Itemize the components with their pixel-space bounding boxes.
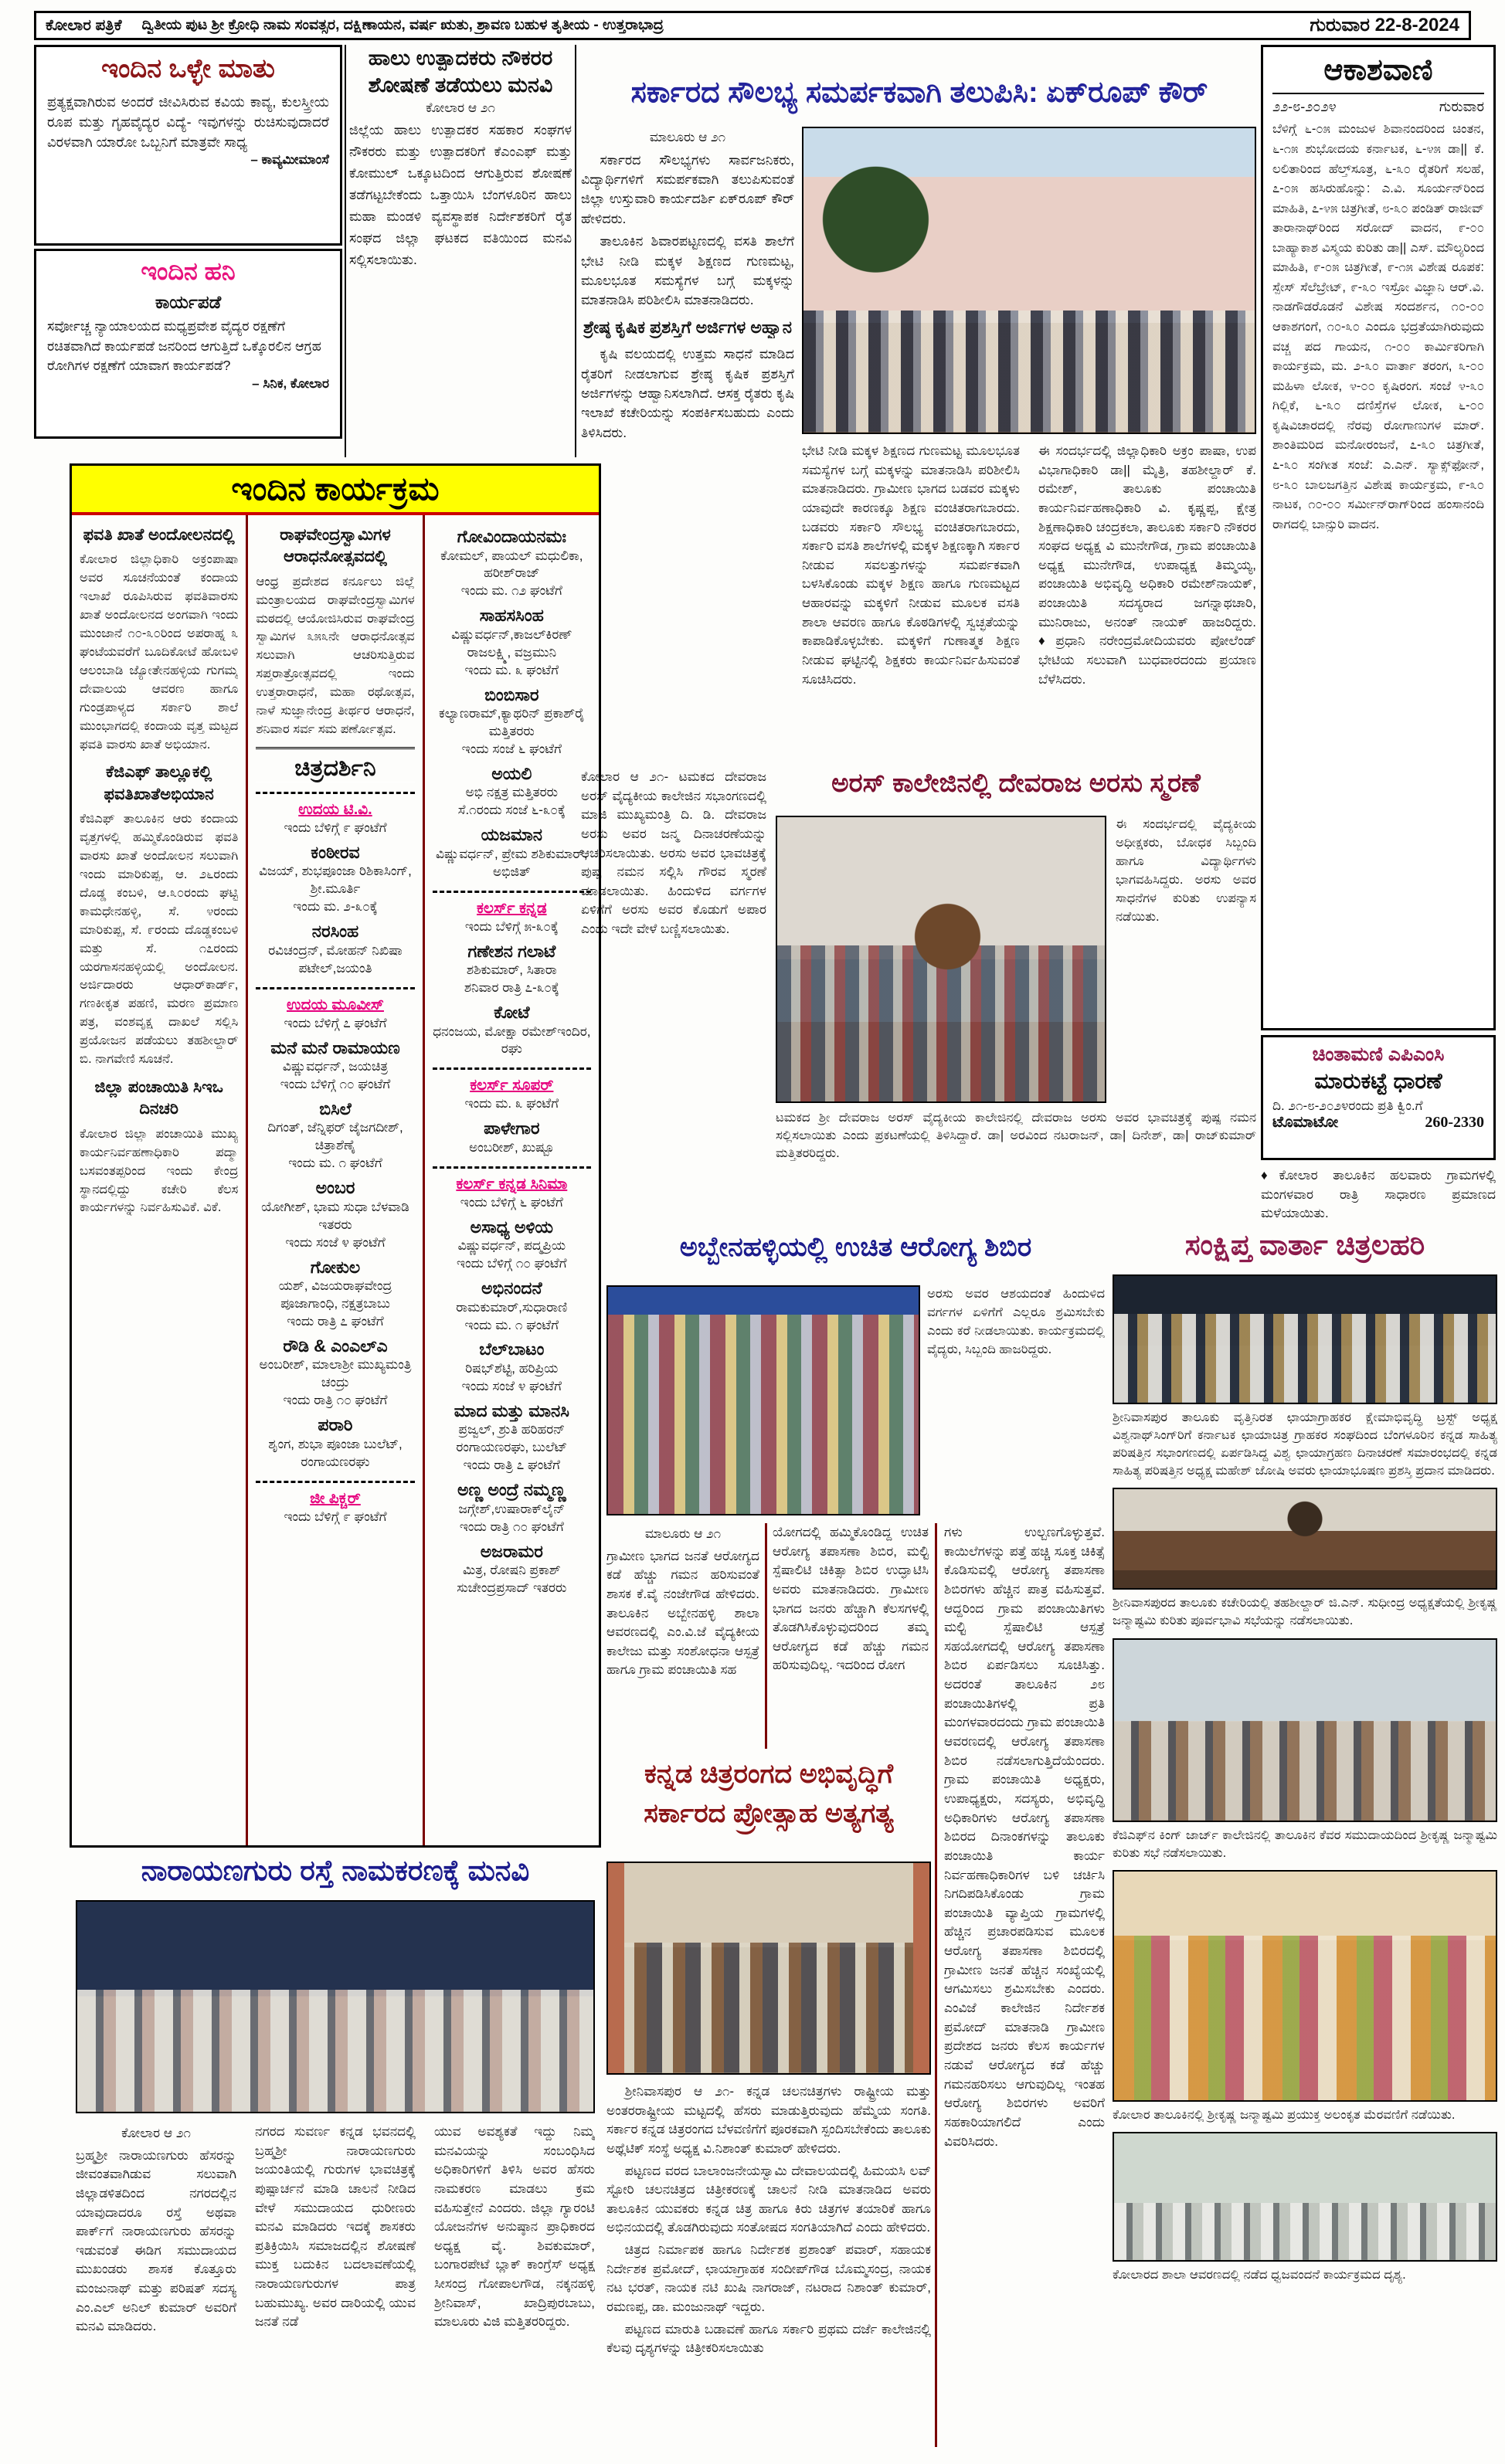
film-cast: ಪ್ರಜ್ವಲ್, ಶ್ರುತಿ ಹರಿಹರನ್ ರಂಗಾಯಣರಘು, ಬುಲೆಟ್: [456, 1422, 568, 1455]
film-shoot-photo: [606, 1862, 931, 2075]
show-time: ಶನಿವಾರ ರಾತ್ರಿ ೭-೩೦ಕ್ಕೆ: [464, 980, 559, 996]
milk-article-headline: ಹಾಲು ಉತ್ಪಾದಕರು ನೌಕರರ ಶೋಷಣೆ ತಡೆಯಲು ಮನವಿ: [368, 46, 553, 97]
film-cast: ಕೋಮಲ್, ಪಾಯಲ್ ಮಧುಲಿಕಾ, ಹರೀಶ್‌ರಾಜ್: [440, 548, 583, 581]
tv-listing-item: [256, 842, 414, 916]
todays-program-box: [70, 463, 601, 1848]
photo-strip-section: [1113, 1227, 1497, 2450]
honey-signature: – ಸಿನಿಕ, ಕೋಲಾರ: [252, 375, 329, 391]
date-line: ಗುರುವಾರ 22-8-2024: [1310, 15, 1459, 36]
show-time: ಇಂದು ಮ. ೧ ಘಂಟೆಗೆ: [464, 1317, 559, 1332]
tv-listing-item: [433, 941, 591, 997]
main-article-para: ಕೃಷಿ ವಲಯದಲ್ಲಿ ಉತ್ತಮ ಸಾಧನೆ ಮಾಡಿದ ರೈತರಿಗೆ ನೀಡಲಾಗುವ ಶ್ರೇಷ್ಠ ಕೃಷಿಕ ಪ್ರಶಸ್ತಿಗೆ ಅರ್ಜಿಗಳನ್ನು ಆಹ್ವಾನಿಸಲಾಗಿದೆ. ಆಸಕ್ತ ರೈತರು ಕೃಷಿ ಇಲಾಖೆ ಕಚೇರಿಯನ್ನು ಸಂಪರ್ಕಿಸಬಹುದು ಎಂದು ತಿಳಿಸಿದರು.: [581, 346, 794, 440]
show-time: ಇಂದು ಬೆಳಿಗ್ಗೆ ೧೦ ಘಂಟೆಗೆ: [280, 1076, 391, 1091]
film-or-channel-title: ಅಭಿನಂದನೆ: [481, 1278, 542, 1298]
raghavendra-article-head: ರಾಘವೇಂದ್ರಸ್ವಾಮಿಗಳ ಆರಾಧನೋತ್ಸವದಲ್ಲಿ: [280, 526, 391, 566]
tv-listing-item: [433, 1217, 591, 1273]
film-cast: ವಿಜಯ್, ಶುಭಪೂಂಜಾ ರಿಶಿಕಾಸಿಂಗ್, ಶ್ರೀ.ಮೂರ್ತಿ: [259, 864, 412, 897]
narayanaguru-column-3: ಯುವ ಅವಶ್ಯಕತೆ ಇದ್ದು ನಿಮ್ಮ ಮನವಿಯನ್ನು ಸಂಬಂಧಿಸಿದ ಅಧಿಕಾರಿಗಳಿಗೆ ತಿಳಿಸಿ ಅವರ ಹೆಸರು ನಾಮಕರಣ ಮಾಡಲು ಕ್ರಮ ವಹಿಸುತ್ತೇನೆ ಎಂದರು. ಜಿಲ್ಲಾ ಗ್ಯಾರಂಟಿ ಯೋಜನೆಗಳ ಅನುಷ್ಠಾನ ಪ್ರಾಧಿಕಾರದ ಅಧ್ಯಕ್ಷ ವೈ. ಶಿವಕುಮಾರ್, ಬಂಗಾರಪೇಟೆ ಬ್ಲಾಕ್ ಕಾಂಗ್ರೆಸ್ ಅಧ್ಯಕ್ಷ ಸೀಸಂದ್ರ ಗೋಪಾಲಗೌಡ, ನಕ್ಕನಹಳ್ಳಿ ಶ್ರೀನಿವಾಸ್, ಖಾದ್ರಿಪುರಬಾಬು, ಮಾಲೂರು ವಿಜಿ ಮತ್ತಿತರರಿದ್ದರು.: [434, 2124, 595, 2330]
photo-strip-item: [1113, 1488, 1497, 1630]
film-cast: ರವಿಚಂದ್ರನ್, ಮೋಹನ್ ನಿಖಿಷಾ ಪಟೇಲ್,ಜಯಂತಿ: [268, 942, 403, 976]
news-photo: [1113, 1870, 1497, 2102]
program-banner-title: ಇಂದಿನ ಕಾರ್ಯಕ್ರಮ: [231, 470, 440, 507]
good-words-signature: – ಕಾವ್ಯಮೀಮಾಂಸೆ: [250, 152, 329, 168]
program-section-head: ಜಿಲ್ಲಾ ಪಂಚಾಯಿತಿ ಸಿಇಒ ದಿನಚರಿ: [94, 1078, 223, 1118]
narayanaguru-col1-text: ಬ್ರಹ್ಮಶ್ರೀ ನಾರಾಯಣಗುರು ಹೆಸರನ್ನು ಜೀವಂತವಾಗಿಡುವ ಸಲುವಾಗಿ ಜಿಲ್ಲಾಡಳಿತದಿಂದ ನಗರದಲ್ಲಿನ ಯಾವುದಾದರೂ ರಸ್ತೆ ಅಥವಾ ಪಾರ್ಕ್‌ಗೆ ನಾರಾಯಣಗುರು ಹೆಸರನ್ನು ಇಡುವಂತೆ ಈಡಿಗ ಸಮುದಾಯದ ಮುಖಂಡರು ಶಾಸಕ ಕೊತ್ತೂರು ಮಂಜುನಾಥ್ ಮತ್ತು ಪರಿಷತ್ ಸದಸ್ಯ ಎಂ.ಎಲ್ ಅನಿಲ್ ಕುಮಾರ್ ಅವರಿಗೆ ಮನವಿ ಮಾಡಿದರು.: [76, 2147, 236, 2334]
tv-listing-item: [256, 1336, 414, 1410]
film-or-channel-title: ಅಜರಾಮರ: [480, 1541, 543, 1561]
show-time: ಇಂದು ಬೆಳಿಗ್ಗೆ ೯ ಘಂಟೆಗೆ: [284, 1509, 387, 1524]
film-cast: ವಿಷ್ಣುವರ್ಧನ್,ಕಾಜಲ್‌ಕಿರಣ್ ರಾಜಲಕ್ಷ್ಮಿ, ವಜ್ರಮುನಿ: [451, 626, 572, 660]
photo-strip-item: [1113, 1870, 1497, 2124]
program-section: [80, 762, 238, 1069]
film-or-channel-title: ಕಲರ್ಸ್ ಸೂಪರ್: [470, 1077, 554, 1095]
film-cast: ಅಭಿ ನಕ್ಷತ್ರ ಮತ್ತಿತರರು: [465, 785, 559, 800]
tv-listing-item: [256, 1414, 414, 1471]
masthead: [34, 11, 1471, 40]
program-section-body: ಕೆಜಿಎಫ್ ತಾಲೂಕಿನ ಆರು ಕಂದಾಯ ವೃತ್ತಗಳಲ್ಲಿ ಹಮ್ಮಿಕೊಂಡಿರುವ ಫವತಿ ವಾರಸು ಖಾತೆ ಅಂದೋಲನ ಸಲುವಾಗಿ ಇಂದು ಮಾರಿಕುಪ್ಪ, ಆ. ೨೬ರಂದು ದೊಡ್ಡ ಕಂಬಳಿ, ಆ.೩೦ರಂದು ಘಟ್ಟಿ ಕಾಮಧೇನಹಳ್ಳಿ, ಸೆ. ೪ರಂದು ಮಾರಿಕುಪ್ಪ, ಸೆ. ೯ರಂದು ದೊಡ್ಡಕಂಬಳಿ ಮತ್ತು ಸೆ. ೧೭ರಂದು ಯರಗಾಸನಹಳ್ಳಿಯಲ್ಲಿ ಅಂದೋಲನ. ಅರ್ಜಿದಾರರು ಆಧಾರ್‌ಕಾರ್ಡ್, ಗಣಕೀಕೃತ ಪಹಣಿ, ಮರಣ ಪ್ರಮಾಣ ಪತ್ರ, ವಂಶವೃಕ್ಷ ದಾಖಲೆ ಸಲ್ಲಿಸಿ ಪ್ರಯೋಜನ ಪಡೆಯಲು ತಹಶೀಲ್ದಾರ್ ಬಿ. ನಾಗವೇಣಿ ಸೂಚನೆ.: [80, 812, 239, 1067]
health-camp-dateline: ಮಾಲೂರು ಆ ೨೧: [644, 1526, 722, 1541]
tv-listing-item: [433, 1002, 591, 1058]
main-article-column-a: ಭೇಟಿ ನೀಡಿ ಮಕ್ಕಳ ಶಿಕ್ಷಣದ ಗುಣಮಟ್ಟ ಮೂಲಭೂತ ಸಮಸ್ಯೆಗಳ ಬಗ್ಗೆ ಮಕ್ಕಳನ್ನು ಮಾತನಾಡಿಸಿ ಪರಿಶೀಲಿಸಿ ಮಾತನಾಡಿದರು. ಗ್ರಾಮೀಣ ಭಾಗದ ಬಡವರ ಮಕ್ಕಳು ಯಾವುದೇ ಕಾರಣಕ್ಕೂ ಶಿಕ್ಷಣ ವಂಚಿತರಾಗಬಾರದು. ಬಡವರು ಸರ್ಕಾರಿ ಸೌಲಭ್ಯ ವಂಚಿತರಾಗಬಾರದು, ಸರ್ಕಾರಿ ವಸತಿ ಶಾಲೆಗಳಲ್ಲಿ ಮಕ್ಕಳ ಶಿಕ್ಷಣಕ್ಕಾಗಿ ಸರ್ಕಾರ ನೀಡುವ ಸವಲತ್ತುಗಳನ್ನು ಸಮರ್ಪಕವಾಗಿ ಬಳಸಿಕೊಂಡು ಮಕ್ಕಳ ಶಿಕ್ಷಣ ಹಾಗೂ ಗುಣಮಟ್ಟದ ಆಹಾರವನ್ನು ಮಕ್ಕಳಿಗೆ ನೀಡುವ ಮೂಲಕ ವಸತಿ ಶಾಲಾ ಆವರಣ ಹಾಗೂ ಕೊಠಡಿಗಳಲ್ಲಿ ಸ್ವಚ್ಛತೆಯನ್ನು ಕಾಪಾಡಿಕೊಳ್ಳಬೇಕು. ಮಕ್ಕಳಿಗೆ ಗುಣಾತ್ಮಕ ಶಿಕ್ಷಣ ನೀಡುವ ಘಟ್ಟಿನಲ್ಲಿ ಶಿಕ್ಷಕರು ಕಾರ್ಯನಿರ್ವಹಿಸುವಂತೆ ಸೂಚಿಸಿದರು.: [802, 443, 1020, 687]
film-or-channel-title: ಗಣೇಶನ ಗಲಾಟೆ: [467, 941, 556, 961]
show-time: ಇಂದು ಸಂಜೆ ೬ ಘಂಟೆಗೆ: [461, 742, 562, 756]
main-article-subhead: ಶ್ರೇಷ್ಠ ಕೃಷಿಕ ಪ್ರಶಸ್ತಿಗೆ ಅರ್ಜಿಗಳ ಅಹ್ವಾನ: [583, 317, 792, 337]
show-time: ಇಂದು ರಾತ್ರಿ ೭ ಘಂಟೆಗೆ: [287, 1313, 384, 1329]
news-photo-caption: ಕೋಲಾರದ ಶಾಲಾ ಆವರಣದಲ್ಲಿ ನಡೆದ ಧ್ವಜವಂದನೆ ಕಾರ್ಯಕ್ರಮದ ದೃಶ್ಯ.: [1113, 2267, 1406, 2282]
main-article-para: ತಾಲೂಕಿನ ಶಿವಾರಪಟ್ಟಣದಲ್ಲಿ ವಸತಿ ಶಾಲೆಗೆ ಭೇಟಿ ನೀಡಿ ಮಕ್ಕಳ ಶಿಕ್ಷಣದ ಗುಣಮಟ್ಟ, ಮೂಲಭೂತ ಸಮಸ್ಯೆಗಳ ಬಗ್ಗೆ ಮಕ್ಕಳನ್ನು ಮಾತನಾಡಿಸಿ ಪರಿಶೀಲಿಸಿ ಮಾತನಾಡಿದರು.: [581, 233, 794, 308]
tv-listing-item: [433, 891, 591, 936]
news-photo-caption: ಕೋಲಾರ ತಾಲೂಕಿನಲ್ಲಿ ಶ್ರೀಕೃಷ್ಣ ಜನ್ಮಾಷ್ಟಮಿ ಪ್ರಯುಕ್ತ ಅಲಂಕೃತ ಮೆರವಣಿಗೆ ನಡೆಯಿತು.: [1113, 2107, 1456, 2122]
main-article-headline: ಸರ್ಕಾರದ ಸೌಲಭ್ಯ ಸಮರ್ಪಕವಾಗಿ ತಲುಪಿಸಿ: ಏಕ್‌ರೂಪ್ ಕೌರ್: [630, 76, 1208, 109]
program-column-3: [423, 515, 599, 1845]
apmc-title-line1: ಚಿಂತಾಮಣಿ ಎಪಿಎಂಸಿ: [1312, 1044, 1445, 1065]
paper-name: ಕೋಲಾರ ಪತ್ರಿಕೆ: [46, 16, 122, 34]
narayanaguru-column-1: [76, 2123, 236, 2452]
akashvani-schedule: ಬೆಳಿಗ್ಗೆ ೬-೦೫ ಮಂಜುಳ ಶಿವಾನಂದರಿಂದ ಚಿಂತನ, ೬-೧೫ ಶುಭೋದಯ ಕರ್ನಾಟಕ, ೬-೪೫ ಡಾ|| ಕೆ. ಲಲಿತಾರಿಂದ ಹೆಲ್ತ್‌ಸೂತ್ರ, ೬-೩೦ ರೈತರಿಗೆ ಸಲಹೆ, ೭-೦೫ ಹಸಿರುಹೊನ್ನು: ಎ.ವಿ. ಸೂರ್ಯನ್‌ರಿಂದ ಮಾಹಿತಿ, ೭-೪೫ ಚಿತ್ರಗೀತೆ, ೮-೩೦ ಪಂಡಿತ್ ರಾಜೀವ್ ತಾರಾನಾಥ್‌ರಿಂದ ಸರೋದ್ ವಾದನ, ೯-೦೦ ಬಾಹ್ಯಾಕಾಶ ವಿಸ್ಮಯ ಕುರಿತು ಡಾ|| ಎಸ್. ಮೌಲ್ಯರಿಂದ ಮಾಹಿತಿ, ೯-೦೫ ಚಿತ್ರಗೀತೆ, ೯-೧೫ ವಿಶೇಷ ರೂಪಕ: ಸ್ಪೇಸ್ ಸೆಲೆಬ್ರೇಟ್, ೯-೩೦ ಇಸ್ರೋ ವಿಜ್ಞಾನಿ ಆರ್.ವಿ. ನಾಡಗೌಡರೊಡನೆ ವಿಶೇಷ ಸಂದರ್ಶನ, ೧೦-೦೦ ಆಕಾಶಗಂಗೆ, ೧೦-೩೦ ಎಂದೂ ಭದ್ರತೆಯಾಗಿರುವುದು ವಚ್ಚ ಪದ ಗಾಯನ, ೧-೦೦ ಕಾರ್ಮಿಕರಿಗಾಗಿ ಕಾರ್ಯಕ್ರಮ, ಮ. ೨-೩೦ ವಾರ್ತಾ ತರಂಗ, ೩-೦೦ ಮಹಿಳಾ ಲೋಕ, ೪-೦೦ ಕೃಷಿರಂಗ. ಸಂಜೆ ೪-೩೦ ಗಿಲ್ಲಿಕೆ, ೬-೩೦ ದಣಿಸ್ತೆಗಳ ಲೋಕ, ೬-೦೦ ಕೃಷಿವಿಚಾರದಲ್ಲಿ ನೆರವು ರೋಗಾಣುಗಳ ಮಾರ್. ಶಾಂತಿಮರಿದ ಮನೋರಂಜನೆ, ೭-೩೦ ಚಿತ್ರಗೀತೆ, ೭-೩೦ ಸಂಗೀತ ಸಂಜೆ: ಎ.ಎನ್. ಸ್ಯಾಕ್ಸ್‌ಫೋನ್, ೮-೩೦ ಬಾಲಜಗತ್ತಿನ ವಿಶೇಷ ಕಾರ್ಯಕ್ರಮ, ೯-೩೦ ನಾಟಕ, ೧೦-೦೦ ಸರ್ಮೀನ್‌ರಾಗ್‌ರಿಂದ ಹಂಸಾನಂದಿ ರಾಗದಲ್ಲಿ ಬಾನ್ಸುರಿ ವಾದನ.: [1272, 122, 1484, 531]
aras-photo-caption: ಟಮಕದ ಶ್ರೀ ದೇವರಾಜ ಅರಸ್ ವೈದ್ಯಕೀಯ ಕಾಲೇಜಿನಲ್ಲಿ ದೇವರಾಜ ಅರಸು ಅವರ ಭಾವಚಿತ್ರಕ್ಕೆ ಪುಷ್ಪ ನಮನ ಸಲ್ಲಿಸಲಾಯಿತು ಎಂದು ಪ್ರಕಟಣೆಯಲ್ಲಿ ತಿಳಿಸಿದ್ದಾರೆ. ಡಾ| ಅರವಿಂದ ನಟರಾಜನ್, ಡಾ| ದಿನೇಶ್, ಡಾ| ರಾಜ್‌ಕುಮಾರ್ ಮತ್ತಿತರರಿದ್ದರು.: [776, 1111, 1256, 1161]
film-industry-body: [606, 2082, 931, 2452]
main-article-left-column: [581, 127, 794, 762]
film-industry-para: ಪಟ್ಟಣದ ವರದ ಬಾಲಾಂಜನೇಯಸ್ವಾಮಿ ದೇವಾಲಯದಲ್ಲಿ ಹಿಮಯಸಿ ಲವ್ ಸ್ಟೋರಿ ಚಲನಚಿತ್ರದ ಚಿತ್ರೀಕರಣಕ್ಕೆ ಚಾಲನೆ ನೀಡಿ ಮಾತನಾಡಿದ ಅವರು ತಾಲೂಕಿನ ಯುವಕರು ಕನ್ನಡ ಚಿತ್ರ ಹಾಗೂ ಕಿರು ಚಿತ್ರಗಳ ತಯಾರಿಕೆ ಹಾಗೂ ಅಭಿನಯದಲ್ಲಿ ತೊಡಗಿರುವುದು ಸಂತೋಷದ ಸಂಗತಿಯಾಗಿದೆ ಎಂದು ಹೇಳಿದರು.: [606, 2163, 931, 2235]
film-cast: ಶೃಂಗ, ಶುಭಾ ಪೂಂಜಾ ಬುಲೆಟ್, ರಂಗಾಯಣರಘು: [268, 1436, 403, 1469]
film-industry-para: ಶ್ರೀನಿವಾಸಪುರ ಆ ೨೧- ಕನ್ನಡ ಚಲನಚಿತ್ರಗಳು ರಾಷ್ಟ್ರೀಯ ಮತ್ತು ಅಂತರರಾಷ್ಟ್ರೀಯ ಮಟ್ಟದಲ್ಲಿ ಹೆಸರು ಮಾಡುತ್ತಿರುವುದು ಹೆಮ್ಮೆಯ ಸಂಗತಿ. ಸರ್ಕಾರ ಕನ್ನಡ ಚಿತ್ರರಂಗದ ಬೆಳವಣಿಗೆಗೆ ಪೂರಕವಾಗಿ ಸ್ಪಂದಿಸಬೇಕೆಂದು ತಾಲೂಕು ಅಥ್ಲೆಟಿಕ್ ಸಂಸ್ಥೆ ಅಧ್ಯಕ್ಷ ವಿ.ನಿಶಾಂತ್ ಕುಮಾರ್ ಹೇಳಿದರು.: [606, 2084, 931, 2156]
film-or-channel-title: ಜೀ ಪಿಕ್ಚರ್: [310, 1489, 361, 1507]
film-industry-para: ಪಟ್ಟಣದ ಮಾರುತಿ ಬಡಾವಣೆ ಹಾಗೂ ಸರ್ಕಾರಿ ಪ್ರಥಮ ದರ್ಜೆ ಕಾಲೇಜಿನಲ್ಲಿ ಕೆಲವು ದೃಶ್ಯಗಳನ್ನು ಚಿತ್ರೀಕರಿಸಲಾಯಿತು: [606, 2321, 931, 2356]
film-industry-para: ಚಿತ್ರದ ನಿರ್ಮಾಪಕ ಹಾಗೂ ನಿರ್ದೇಶಕ ಪ್ರಶಾಂತ್ ಪವಾರ್, ಸಹಾಯಕ ನಿರ್ದೇಶಕ ಪ್ರಮೋದ್, ಛಾಯಾಗ್ರಾಹಕ ಸಂದೀಪ್‌ಗೌಡ ಬೊಮ್ಮಸಂದ್ರ, ನಾಯಕ ನಟ ಭರತ್, ನಾಯಕ ನಟಿ ಖುಷಿ ನಾಗರಾಜ್, ನಟರಾದ ನಿಶಾಂತ್ ಕುಮಾರ್, ರಮಣಪ್ಪ, ಡಾ. ಮಂಜುನಾಥ್ ಇದ್ದರು.: [606, 2242, 931, 2315]
film-or-channel-title: ಬಿಂಬಿಸಾರ: [484, 684, 539, 704]
show-time: ಇಂದು ಬೆಳಿಗ್ಗೆ ೬ ಘಂಟೆಗೆ: [460, 1194, 563, 1210]
narayanaguru-dateline: ಕೋಲಾರ ಆ ೨೧: [121, 2126, 191, 2140]
tv-listing-item: [433, 1166, 591, 1212]
tv-listing-item: [256, 1257, 414, 1331]
akashvani-date-row: [1272, 99, 1484, 115]
show-time: ಇಂದು ಮ. ೧ ಘಂಟೆಗೆ: [288, 1156, 382, 1171]
photo-strip-title: ಸಂಕ್ಷಿಪ್ತ ವಾರ್ತಾ ಚಿತ್ರಲಹರಿ: [1184, 1229, 1425, 1261]
film-cast: ಶಶಿಕುಮಾರ್, ಸಿತಾರಾ: [466, 962, 557, 978]
film-cast: ಅಂಬರೀಶ್, ಖುಷ್ಬೂ: [469, 1139, 555, 1155]
aras-article-photo: [776, 816, 1106, 1103]
film-cast: ವಿಷ್ಣುವರ್ಧನ್, ಪ್ರೇಮ ಶಶಿಕುಮಾರ್, ಅಭಿಜಿತ್: [436, 846, 588, 879]
news-photo-caption: ಕೆಜಿಎಫ್‌ನ ಕಿಂಗ್ ಜಾರ್ಜ್ ಕಾಲೇಜಿನಲ್ಲಿ ತಾಲೂಕಿನ ಕೆವರ ಸಮುದಾಯದಿಂದ ಶ್ರೀಕೃಷ್ಣ ಜನ್ಮಾಷ್ಟಮಿ ಕುರಿತು ಸಭೆ ನಡೆಸಲಾಯಿತು.: [1113, 1828, 1497, 1860]
film-or-channel-title: ಬೆಲ್‌ಬಾಟಂ: [479, 1339, 545, 1359]
tv-listing-item: [433, 1479, 591, 1536]
health-camp-column-3: ಗಳು ಉಲ್ಬಣಗೊಳ್ಳುತ್ತವೆ. ಕಾಯಿಲೆಗಳನ್ನು ಪತ್ತೆ ಹಚ್ಚಿ ಸೂಕ್ತ ಚಿಕಿತ್ಸೆ ಕೊಡಿಸುವಲ್ಲಿ ಆರೋಗ್ಯ ತಪಾಸಣಾ ಶಿಬಿರಗಳು ಹೆಚ್ಚಿನ ಪಾತ್ರ ವಹಿಸುತ್ತವೆ. ಆದ್ದರಿಂದ ಗ್ರಾಮ ಪಂಚಾಯಿತಿಗಳು ಮಲ್ಟಿ ಸ್ಪೆಷಾಲಿಟಿ ಆಸ್ಪತ್ರೆ ಸಹಯೋಗದಲ್ಲಿ ಆರೋಗ್ಯ ತಪಾಸಣಾ ಶಿಬಿರ ಏರ್ಪಡಿಸಲು ಸೂಚಿಸಿತ್ತು. ಅದರಂತೆ ತಾಲೂಕಿನ ೨೮ ಪಂಚಾಯಿತಿಗಳಲ್ಲಿ ಪ್ರತಿ ಮಂಗಳವಾರದಂದು ಗ್ರಾಮ ಪಂಚಾಯಿತಿ ಆವರಣದಲ್ಲಿ ಆರೋಗ್ಯ ತಪಾಸಣಾ ಶಿಬಿರ ನಡೆಸಲಾಗುತ್ತಿದೆಯೆಂದರು. ಗ್ರಾಮ ಪಂಚಾಯಿತಿ ಅಧ್ಯಕ್ಷರು, ಉಪಾಧ್ಯಕ್ಷರು, ಸದಸ್ಯರು, ಅಭಿವೃದ್ಧಿ ಅಧಿಕಾರಿಗಳು ಆರೋಗ್ಯ ತಪಾಸಣಾ ಶಿಬಿರದ ದಿನಾಂಕಗಳನ್ನು ತಾಲೂಕು ಪಂಚಾಯಿತಿ ಕಾರ್ಯ ನಿರ್ವಹಣಾಧಿಕಾರಿಗಳ ಬಳಿ ಚರ್ಚಿಸಿ ನಿಗದಿಪಡಿಸಿಕೊಂಡು ಗ್ರಾಮ ಪಂಚಾಯಿತಿ ವ್ಯಾಪ್ತಿಯ ಗ್ರಾಮಗಳಲ್ಲಿ ಹೆಚ್ಚಿನ ಪ್ರಚಾರಪಡಿಸುವ ಮೂಲಕ ಆರೋಗ್ಯ ತಪಾಸಣಾ ಶಿಬಿರದಲ್ಲಿ ಗ್ರಾಮೀಣ ಜನತೆ ಹೆಚ್ಚಿನ ಸಂಖ್ಯೆಯಲ್ಲಿ ಆಗಮಿಸಲು ಶ್ರಮಿಸಬೇಕು ಎಂದರು. ಎಂವಿಜೆ ಕಾಲೇಜಿನ ನಿರ್ದೇಶಕ ಪ್ರಮೋದ್ ಮಾತನಾಡಿ ಗ್ರಾಮೀಣ ಪ್ರದೇಶದ ಜನರು ಕೆಲಸ ಕಾರ್ಯಗಳ ನಡುವೆ ಆರೋಗ್ಯದ ಕಡೆ ಹೆಚ್ಚು ಗಮನಹರಿಸಲು ಆಗುವುದಿಲ್ಲ ಇಂತಹ ಆರೋಗ್ಯ ಶಿಬಿರಗಳು ಅವರಿಗೆ ಸಹಕಾರಿಯಾಗಲಿದೆ ಎಂದು ವಿವರಿಸಿದರು.: [944, 1525, 1105, 2149]
health-camp-headline: ಅಬ್ಬೇನಹಳ್ಳಿಯಲ್ಲಿ ಉಚಿತ ಆರೋಗ್ಯ ಶಿಬಿರ: [679, 1232, 1032, 1262]
film-or-channel-title: ಅಸಾಧ್ಯ ಅಳಿಯ: [470, 1217, 553, 1237]
film-or-channel-title: ಉದಯ ಟಿ.ವಿ.: [298, 800, 372, 818]
narayanaguru-column-2: ನಗರದ ಸುವರ್ಣ ಕನ್ನಡ ಭವನದಲ್ಲಿ ಬ್ರಹ್ಮಶ್ರೀ ನಾರಾಯಣಗುರು ಜಯಂತಿಯಲ್ಲಿ ಗುರುಗಳ ಭಾವಚಿತ್ರಕ್ಕೆ ಪುಷ್ಪಾರ್ಚನೆ ಮಾಡಿ ಚಾಲನೆ ನೀಡಿದ ವೇಳೆ ಸಮುದಾಯದ ಧುರೀಣರು ಮನವಿ ಮಾಡಿದರು ಇದಕ್ಕೆ ಶಾಸಕರು ಪ್ರತಿಕ್ರಿಯಿಸಿ ಸಮಾಜದಲ್ಲಿನ ಶೋಷಣೆ ಮುಕ್ತ ಬದುಕಿನ ಬದಲಾವಣೆಯಲ್ಲಿ ನಾರಾಯಣಗುರುಗಳ ಪಾತ್ರ ಬಹುಮುಖ್ಯ. ಅವರ ದಾರಿಯಲ್ಲಿ ಯುವ ಜನತೆ ನಡೆ: [255, 2124, 416, 2330]
tv-listing-item: [256, 1098, 414, 1173]
akashvani-date: ೨೨-೮-೨೦೨೪: [1272, 99, 1337, 115]
health-camp-column-1: [606, 1523, 759, 1749]
program-section-head: ಫವತಿ ಖಾತೆ ಅಂದೋಲನದಲ್ಲಿ: [83, 526, 235, 544]
film-or-channel-title: ಉದಯ ಮೂವೀಸ್: [287, 996, 384, 1013]
tv-listing-item: [433, 1067, 591, 1113]
milk-article-body: ಜಿಲ್ಲೆಯ ಹಾಲು ಉತ್ಪಾದಕರ ಸಹಕಾರ ಸಂಘಗಳ ನೌಕರರು ಮತ್ತು ಉತ್ಪಾದಕರಿಗೆ ಕೆಎಂಎಫ್ ಮತ್ತು ಕೋಮುಲ್ ಒಕ್ಕೂಟದಿಂದ ಆಗುತ್ತಿರುವ ಶೋಷಣೆ ತಡೆಗಟ್ಟಬೇಕೆಂದು ಒತ್ತಾಯಿಸಿ ಬೆಂಗಳೂರಿನ ಹಾಲು ಮಹಾ ಮಂಡಳಿ ವ್ಯವಸ್ಥಾಪಕ ನಿರ್ದೇಶಕರಿಗೆ ರೈತ ಸಂಘದ ಜಿಲ್ಲಾ ಘಟಕದ ವತಿಯಿಂದ ಮನವಿ ಸಲ್ಲಿಸಲಾಯಿತು.: [349, 122, 572, 268]
rain-news-note: ♦ಕೋಲಾರ ತಾಲೂಕಿನ ಹಲವಾರು ಗ್ರಾಮಗಳಲ್ಲಿ ಮಂಗಳವಾರ ರಾತ್ರಿ ಸಾಧಾರಣ ಪ್ರಮಾಣದ ಮಳೆಯಾಯಿತು.: [1261, 1168, 1496, 1221]
narayanaguru-photo: [76, 1900, 595, 2113]
film-or-channel-title: ಮನೆ ಮನೆ ರಾಮಾಯಣ: [270, 1037, 400, 1057]
program-section-body: ಕೋಲಾರ ಜಿಲ್ಲಾಧಿಕಾರಿ ಅಕ್ರಂಪಾಷಾ ಅವರ ಸೂಚನೆಯಂತೆ ಕಂದಾಯ ಇಲಾಖೆ ರೂಪಿಸಿರುವ ಫವತಿವಾರಸು ಖಾತೆ ಅಂದೋಲನದ ಅಂಗವಾಗಿ ಇಂದು ಮುಂಜಾನೆ ೧೦-೩೦ರಿಂದ ಅಪರಾಹ್ನ ೩ ಘಂಟೆಯವರೆಗೆ ಬೂದಿಕೋಟೆ ಹೋಬಳಿ ಆಲಂಬಾಡಿ ಜ್ಯೋತೇನಹಳ್ಳಿಯ ಗುಗಮ್ಮ ದೇವಾಲಯ ಆವರಣ ಹಾಗೂ ಗುಂಡ್ರಪಾಳ್ಯದ ಸರ್ಕಾರಿ ಶಾಲೆ ಮುಂಭಾಗದಲ್ಲಿ ಕಂದಾಯ ವೃತ್ತ ಮಟ್ಟದ ಫವತಿ ವಾರಸು ಖಾತೆ ಅಭಿಯಾನ.: [80, 552, 239, 752]
chitradarshini-title: ಚಿತ್ರದರ್ಶಿನಿ: [256, 747, 414, 782]
tv-listing-column: [256, 792, 414, 1526]
film-industry-headline: ಕನ್ನಡ ಚಿತ್ರರಂಗದ ಅಭಿವೃದ್ಧಿಗೆ ಸರ್ಕಾರದ ಪ್ರೋತ್ಸಾಹ ಅತ್ಯಗತ್ಯ: [644, 1759, 894, 1828]
film-cast: ಅಂಬರೀಶ್, ಮಾಲಾಶ್ರೀ ಮುಖ್ಯಮಂತ್ರಿ ಚಂದ್ರು: [259, 1357, 412, 1390]
program-column-2: [246, 515, 422, 1845]
akashvani-day: ಗುರುವಾರ: [1439, 99, 1484, 115]
film-or-channel-title: ಸಾಹಸಸಿಂಹ: [479, 606, 544, 626]
honey-subtitle: ಕಾರ್ಯಪಡೆ: [155, 291, 222, 312]
tv-listing-item: [433, 763, 591, 820]
tv-listing-item: [256, 921, 414, 977]
show-time: ಇಂದು ಬೆಳಿಗ್ಗೆ ೯ ಘಂಟೆಗೆ: [284, 820, 387, 835]
tv-listing-item: [433, 605, 591, 679]
column-rule: [935, 1523, 937, 2447]
film-cast: ಜಗ್ಗೇಶ್,ಉಷಾರಾಕ್‌ಲೈನ್: [458, 1501, 566, 1516]
column-rule: [765, 1523, 767, 1749]
tv-listing-item: [433, 1118, 591, 1156]
health-camp-col1-text: ಗ್ರಾಮೀಣ ಭಾಗದ ಜನತೆ ಆರೋಗ್ಯದ ಕಡೆ ಹೆಚ್ಚು ಗಮನ ಹರಿಸುವಂತೆ ಶಾಸಕ ಕೆ.ವೈ ನಂಜೇಗೌಡ ಹೇಳಿದರು. ತಾಲೂಕಿನ ಅಬ್ಬೇನಹಳ್ಳಿ ಶಾಲಾ ಆವರಣದಲ್ಲಿ ಎಂ.ವಿ.ಜೆ ವೈದ್ಯಕೀಯ ಕಾಲೇಜು ಮತ್ತು ಸಂಶೋಧನಾ ಆಸ್ಪತ್ರೆ ಹಾಗೂ ಗ್ರಾಮ ಪಂಚಾಯಿತಿ ಸಹ: [606, 1548, 759, 1678]
show-time: ಸೆ.೧ರಂದು ಸಂಜೆ ೬-೩೦ಕ್ಕೆ: [457, 803, 566, 818]
film-cast: ಧನಂಜಯ, ಮೋಕ್ಷಾ ರಮೇಶ್‌ಇಂದಿರ, ರಘು: [433, 1023, 591, 1057]
program-section-body: ಕೋಲಾರ ಜಿಲ್ಲಾ ಪಂಚಾಯಿತಿ ಮುಖ್ಯ ಕಾರ್ಯನಿರ್ವಹಣಾಧಿಕಾರಿ ಪದ್ಮಾ ಬಸವಂತಪ್ಪರಿಂದ ಇಂದು ಕೇಂದ್ರ ಸ್ಥಾನದಲ್ಲಿದ್ದು ಕಚೇರಿ ಕೆಲಸ ಕಾರ್ಯಗಳನ್ನು ನಿರ್ವಹಿಸುವಿಕೆ. ವಿಕೆ.: [80, 1126, 239, 1215]
film-or-channel-title: ಅಣ್ಣ ಅಂದ್ರೆ ನಮ್ಮಣ್ಣ: [457, 1480, 566, 1500]
program-section: [80, 1077, 238, 1217]
film-or-channel-title: ಅಂಬರ: [315, 1178, 355, 1198]
film-or-channel-title: ಬಿಸಿಲೆ: [319, 1098, 352, 1118]
news-photo: [1113, 1274, 1497, 1404]
film-cast: ವಿಷ್ಣುವರ್ಧನ್, ಪದ್ಮಪ್ರಿಯ: [457, 1238, 566, 1254]
program-columns: [72, 515, 599, 1845]
film-or-channel-title: ಕಂಠೀರವ: [311, 842, 360, 862]
program-banner: [72, 466, 599, 515]
photo-strip-item: [1113, 2132, 1497, 2284]
apmc-price-row: [1272, 1114, 1484, 1132]
milk-producers-article: [349, 45, 572, 457]
tv-listing-item: [433, 1278, 591, 1334]
aras-article-left-column: ಕೋಲಾರ ಆ ೨೧- ಟಮಕದ ದೇವರಾಜ ಅರಸ್ ವೈದ್ಯಕೀಯ ಕಾಲೇಜಿನ ಸಭಾಂಗಣದಲ್ಲಿ ಮಾಜಿ ಮುಖ್ಯಮಂತ್ರಿ ದಿ. ಡಿ. ದೇವರಾಜ ಅರಸು ಅವರ ಜನ್ಮ ದಿನಾಚರಣೆಯನ್ನು ಆಚರಿಸಲಾಯಿತು. ಅರಸು ಅವರ ಭಾವಚಿತ್ರಕ್ಕೆ ಪುಷ್ಪ ನಮನ ಸಲ್ಲಿಸಿ ಗೌರವ ಸ್ಮರಣೆ ಮಾಡಲಾಯಿತು. ಹಿಂದುಳಿದ ವರ್ಗಗಳ ಏಳಿಗೆಗೆ ಅರಸು ಅವರ ಕೊಡುಗೆ ಅಪಾರ ಎಂದು ಇದೇ ವೇಳೆ ಬಣ್ಣಿಸಲಾಯಿತು.: [581, 769, 766, 937]
show-time: ಇಂದು ಮ. ೧೨ ಘಂಟೆಗೆ: [460, 583, 562, 599]
tv-listing-item: [433, 1339, 591, 1395]
photo-strip-list: [1113, 1274, 1497, 2284]
edition-panchanga-line: ದ್ವಿತೀಯ ಪುಟ ಶ್ರೀ ಕ್ರೋಧಿ ನಾಮ ಸಂವತ್ಸರ, ದಕ್ಷಿಣಾಯನ, ವರ್ಷ ಋತು, ಶ್ರಾವಣ ಬಹುಳ ತೃತೀಯ - ಉತ್ತರಾಭಾದ್ರ: [141, 17, 664, 33]
photo-strip-item: [1113, 1274, 1497, 1480]
tv-listing-item: [433, 526, 591, 600]
program-section-head: ಕೆಜಿಎಫ್ ತಾಲ್ಲೂಕಲ್ಲಿ ಫವತಿಖಾತೆಅಭಿಯಾನ: [104, 763, 214, 803]
apmc-title-line2: ಮಾರುಕಟ್ಟೆ ಧಾರಣೆ: [1314, 1068, 1442, 1093]
photo-strip-item: [1113, 1638, 1497, 1862]
column-rule: [575, 45, 576, 457]
good-words-title: ಇಂದಿನ ಒಳ್ಳೇ ಮಾತು: [101, 54, 275, 83]
film-or-channel-title: ನರಸಿಂಹ: [311, 921, 359, 942]
main-article-para: ಸರ್ಕಾರದ ಸೌಲಭ್ಯಗಳು ಸಾರ್ವಜನಿಕರು, ವಿದ್ಯಾರ್ಥಿಗಳಿಗೆ ಸಮರ್ಪಕವಾಗಿ ತಲುಪಿಸುವಂತೆ ಜಿಲ್ಲಾ ಉಸ್ತುವಾರಿ ಕಾರ್ಯದರ್ಶಿ ಏಕ್‌ರೂಪ್ ಕೌರ್ ಹೇಳಿದರು.: [581, 151, 794, 226]
film-cast: ರಾಮಕುಮಾರ್,ಸುಧಾರಾಣಿ: [456, 1299, 568, 1315]
narayanaguru-headline: ನಾರಾಯಣಗುರು ರಸ್ತೆ ನಾಮಕರಣಕ್ಕೆ ಮನವಿ: [141, 1855, 530, 1886]
tv-listing-item: [433, 1400, 591, 1475]
show-time: ಇಂದು ಸಂಜೆ ೪ ಘಂಟೆಗೆ: [285, 1234, 386, 1250]
health-camp-side-column: ಅರಸು ಅವರ ಆಶಯದಂತೆ ಹಿಂದುಳಿದ ವರ್ಗಗಳ ಏಳಿಗೆಗೆ ಎಲ್ಲರೂ ಶ್ರಮಿಸಬೇಕು ಎಂದು ಕರೆ ನೀಡಲಾಯಿತು. ಕಾರ್ಯಕ್ರಮದಲ್ಲಿ ವೈದ್ಯರು, ಸಿಬ್ಬಂದಿ ಹಾಜರಿದ್ದರು.: [927, 1287, 1105, 1356]
health-camp-photo: [606, 1285, 920, 1515]
show-time: ಇಂದು ರಾತ್ರಿ ೭ ಘಂಟೆಗೆ: [463, 1458, 560, 1473]
tv-listing-item: [256, 792, 414, 837]
tv-listing-item: [256, 1481, 414, 1526]
news-photo: [1113, 1488, 1497, 1590]
film-or-channel-title: ಕಲರ್ಸ್ ಕನ್ನಡ ಸಿನಿಮಾ: [456, 1175, 568, 1193]
health-camp-column-2: ಯೋಗದಲ್ಲಿ ಹಮ್ಮಿಕೊಂಡಿದ್ದ ಉಚಿತ ಆರೋಗ್ಯ ತಪಾಸಣಾ ಶಿಬಿರ, ಮಲ್ಟಿ ಸ್ಪೆಷಾಲಿಟಿ ಚಿಕಿತ್ಸಾ ಶಿಬಿರ ಉದ್ಘಾಟಿಸಿ ಅವರು ಮಾತನಾಡಿದರು. ಗ್ರಾಮೀಣ ಭಾಗದ ಜನರು ಹೆಚ್ಚಾಗಿ ಕೆಲಸಗಳಲ್ಲಿ ತೊಡಗಿಸಿಕೊಳ್ಳುವುದರಿಂದ ತಮ್ಮ ಆರೋಗ್ಯದ ಕಡೆ ಹೆಚ್ಚು ಗಮನ ಹರಿಸುವುದಿಲ್ಲ. ಇದರಿಂದ ರೋಗ: [773, 1525, 929, 1673]
akashvani-box: [1261, 45, 1496, 1030]
show-time: ಇಂದು ಸಂಜೆ ೪ ಘಂಟೆಗೆ: [461, 1378, 562, 1393]
milk-article-dateline: ಕೋಲಾರ ಆ ೨೧: [426, 100, 495, 116]
column-rule: [345, 45, 346, 457]
film-cast: ದಿಗಂತ್, ಜೆನ್ನಿಫರ್ ಜೈಜಗದೀಶ್, ಚಿತ್ರಾಶೆಣೈ: [267, 1120, 403, 1153]
film-or-channel-title: ಪಾಳೇಗಾರ: [484, 1118, 540, 1139]
main-article-photo: [802, 127, 1256, 434]
tv-listing-item: [256, 987, 414, 1033]
program-column-1: [72, 515, 246, 1845]
news-photo: [1113, 2132, 1497, 2262]
apmc-market-box: [1261, 1035, 1496, 1160]
tv-listing-item: [433, 824, 591, 881]
film-or-channel-title: ಗೋವಿಂದಾಯನಮಃ: [457, 527, 566, 546]
main-article-column-b: ಈ ಸಂದರ್ಭದಲ್ಲಿ ಜಿಲ್ಲಾಧಿಕಾರಿ ಅಕ್ರಂ ಪಾಷಾ, ಉಪ ವಿಭಾಗಾಧಿಕಾರಿ ಡಾ|| ಮೈತ್ರಿ, ತಹಶೀಲ್ದಾರ್ ಕೆ. ರಮೇಶ್, ತಾಲೂಕು ಪಂಚಾಯಿತಿ ಕಾರ್ಯನಿರ್ವಹಣಾಧಿಕಾರಿ ವಿ. ಕೃಷ್ಣಪ್ಪ, ಕ್ಷೇತ್ರ ಶಿಕ್ಷಣಾಧಿಕಾರಿ ಚಂದ್ರಕಲಾ, ತಾಲೂಕು ಸರ್ಕಾರಿ ನೌಕರರ ಸಂಘದ ಅಧ್ಯಕ್ಷ ವಿ ಮುನೇಗೌಡ, ಗ್ರಾಮ ಪಂಚಾಯಿತಿ ಅಧ್ಯಕ್ಷ ಮುನೇಗೌಡ, ಉಪಾಧ್ಯಕ್ಷ ತಿಮ್ಮಯ್ಯ, ಪಂಚಾಯಿತಿ ಅಭಿವೃದ್ಧಿ ಅಧಿಕಾರಿ ರಮೇಶ್‌ನಾಯಕ್, ಪಂಚಾಯಿತಿ ಸದಸ್ಯರಾದ ಜಗನ್ನಾಥಚಾರಿ, ಮುನಿರಾಜು, ಅನಂತ್ ನಾಯಕ್ ಹಾಜರಿದ್ದರು. ♦ಪ್ರಧಾನಿ ನರೇಂದ್ರಮೋದಿಯವರು ಪೋಲೆಂಡ್ ಭೇಟಿಯ ಸಲುವಾಗಿ ಬುಧವಾರದಂದು ಪ್ರಯಾಣ ಬೆಳೆಸಿದರು.: [1038, 443, 1256, 687]
film-cast: ಕಲ್ಯಾಣರಾಮ್,ಕ್ಯಾಥರಿನ್ ಪ್ರಕಾಶ್‌ರೈ ಮತ್ತಿತರರು: [438, 706, 585, 739]
film-cast: ವಿಷ್ಣುವರ್ಧನ್, ಜಯಚಿತ್ರ: [282, 1059, 389, 1074]
news-photo: [1113, 1638, 1497, 1822]
honey-title: ಇಂದಿನ ಹನಿ: [141, 257, 236, 285]
show-time: ಇಂದು ಬೆಳಿಗ್ಗೆ ೭ ಘಂಟೆಗೆ: [284, 1015, 387, 1030]
show-time: ಇಂದು ರಾತ್ರಿ ೧೦ ಘಂಟೆಗೆ: [283, 1393, 388, 1408]
show-time: ಇಂದು ರಾತ್ರಿ ೧೦ ಘಂಟೆಗೆ: [459, 1519, 564, 1534]
film-or-channel-title: ಕಲರ್ಸ್ ಕನ್ನಡ: [477, 899, 547, 917]
show-time: ಇಂದು ಬೆಳಿಗ್ಗೆ ೧೦ ಘಂಟೆಗೆ: [457, 1256, 567, 1271]
film-or-channel-title: ಕೋಟೆ: [494, 1003, 530, 1022]
aras-article-side-column: ಈ ಸಂದರ್ಭದಲ್ಲಿ ವೈದ್ಯಕೀಯ ಅಧೀಕ್ಷಕರು, ಬೋಧಕ ಸಿಬ್ಬಂದಿ ಹಾಗೂ ವಿದ್ಯಾರ್ಥಿಗಳು ಭಾಗವಹಿಸಿದ್ದರು. ಅರಸು ಅವರ ಸಾಧನೆಗಳ ಕುರಿತು ಉಪನ್ಯಾಸ ನಡೆಯಿತು.: [1116, 817, 1256, 924]
show-time: ಇಂದು ಮ. ೩ ಘಂಟೆಗೆ: [464, 1096, 559, 1112]
raghavendra-article-body: ಆಂಧ್ರ ಪ್ರದೇಶದ ಕರ್ನೂಲು ಜಿಲ್ಲೆ ಮಂತ್ರಾಲಯದ ರಾಘವೇಂದ್ರಸ್ವಾಮಿಗಳ ಮಠದಲ್ಲಿ ಆಯೋಜಿಸಿರುವ ರಾಘವೇಂದ್ರ ಸ್ವಾಮಿಗಳ ೩೫೩ನೇ ಆರಾಧನೋತ್ಸವ ಸಲುವಾಗಿ ಆಚರಿಸುತ್ತಿರುವ ಸಪ್ತರಾತ್ರೋತ್ಸವದಲ್ಲಿ ಇಂದು ಉತ್ತರಾರಾಧನೆ, ಮಹಾ ರಥೋತ್ಸವ, ನಾಳೆ ಸುಜ್ಞಾನೇಂದ್ರ ತೀರ್ಥರ ಆರಾಧನೆ, ಶನಿವಾರ ಸರ್ವ ಸಮ ಪರ್ಣೋತ್ಸವ.: [256, 574, 415, 737]
film-cast: ಯಶ್, ವಿಜಯರಾಘವೇಂದ್ರ ಪೂಜಾಗಾಂಧಿ, ನಕ್ಷತ್ರಬಾಬು: [278, 1278, 392, 1311]
tv-listing-item: [256, 1177, 414, 1251]
honey-box: [34, 249, 342, 439]
show-time: ಇಂದು ಮ. ೩ ಘಂಟೆಗೆ: [464, 662, 559, 677]
apmc-price: 260-2330: [1425, 1113, 1484, 1131]
film-or-channel-title: ಗೋಕುಲ: [310, 1257, 361, 1277]
film-cast: ರಿಷಭ್‌ಶೆಟ್ಟಿ, ಹರಿಪ್ರಿಯ: [465, 1360, 559, 1376]
film-or-channel-title: ಅಯಲಿ: [491, 763, 532, 783]
aras-article-headline: ಅರಸ್ ಕಾಲೇಜಿನಲ್ಲಿ ದೇವರಾಜ ಅರಸು ಸ್ಮರಣೆ: [831, 769, 1201, 798]
honey-verse: ಸರ್ವೋಚ್ಚ ನ್ಯಾಯಾಲಯದ ಮಧ್ಯಪ್ರವೇಶ ವೈದ್ಯರ ರಕ್ಷಣೆಗೆ ರಚಿತವಾಗಿದೆ ಕಾರ್ಯಪಡೆ ಜನರಿಂದ ಆಗುತ್ತಿದೆ ಒಕ್ಕೊರಲಿನ ಆಗ್ರಹ ರೋಗಿಗಳ ರಕ್ಷಣೆಗೆ ಯಾವಾಗ ಕಾರ್ಯಪಡೆ?: [47, 318, 321, 374]
film-or-channel-title: ರೌಡಿ & ಎಂಎಲ್‌ಎ: [283, 1336, 388, 1356]
film-cast: ಯೋಗೀಶ್, ಭಾಮ ಸುಧಾ ಬೆಳವಾಡಿ ಇತರರು: [261, 1199, 409, 1232]
show-time: ಇಂದು ಮ. ೨-೩೦ಕ್ಕೆ: [293, 899, 378, 915]
film-or-channel-title: ಪರಾರಿ: [318, 1415, 353, 1435]
film-cast: ಮಿತ್ರ, ರೋಷನಿ ಪ್ರಕಾಶ್ ಸುಚೇಂದ್ರಪ್ರಸಾದ್ ಇತರರು: [457, 1563, 567, 1595]
good-words-box: [34, 45, 342, 246]
news-photo-caption: ಶ್ರೀನಿವಾಸಪುರ ತಾಲೂಕು ವೃತ್ತಿನಿರತ ಛಾಯಾಗ್ರಾಹಕರ ಕ್ಷೇಮಾಭಿವೃದ್ಧಿ ಟ್ರಸ್ಟ್ ಅಧ್ಯಕ್ಷ ವಿಶ್ವನಾಥ್‌ಸಿಂಗ್‌ರಿಗೆ ಕರ್ನಾಟಕ ಛಾಯಾಚಿತ್ರ ಗ್ರಾಹಕರ ಸಂಘದಿಂದ ಬೆಂಗಳೂರಿನ ಕನ್ನಡ ಸಾಹಿತ್ಯ ಪರಿಷತ್ತಿನ ಸಭಾಂಗಣದಲ್ಲಿ ಏರ್ಪಡಿಸಿದ್ದ ವಿಶ್ವ ಛಾಯಾಗ್ರಹಣ ದಿನಾಚರಣೆ ಸಮಾರಂಭದಲ್ಲಿ ಕನ್ನಡ ಸಾಹಿತ್ಯ ಪರಿಷತ್ತಿನ ಅಧ್ಯಕ್ಷ ಮಹೇಶ್ ಜೋಷಿ ಅವರು ಛಾಯಾಭೂಷಣ ಪ್ರಶಸ್ತಿ ಪ್ರದಾನ ಮಾಡಿದರು.: [1113, 1410, 1497, 1478]
tv-listing-item: [433, 1541, 591, 1597]
program-section: [80, 524, 238, 754]
news-photo-caption: ಶ್ರೀನಿವಾಸಪುರದ ತಾಲೂಕು ಕಚೇರಿಯಲ್ಲಿ ತಹಶೀಲ್ದಾರ್ ಜಿ.ಎನ್. ಸುಧೀಂದ್ರ ಅಧ್ಯಕ್ಷತೆಯಲ್ಲಿ ಶ್ರೀಕೃಷ್ಣ ಜನ್ಮಾಷ್ಟಮಿ ಕುರಿತು ಪೂರ್ವಭಾವಿ ಸಭೆಯನ್ನು ನಡೆಸಲಾಯಿತು.: [1113, 1596, 1497, 1628]
apmc-date-line: ದಿ. ೨೧-೮-೨೦೨೪ರಂದು ಪ್ರತಿ ಕ್ವಿಂ.ಗೆ: [1272, 1098, 1423, 1113]
tv-listing-item: [256, 1037, 414, 1094]
good-words-body: ಪ್ರತ್ಯಕ್ಷವಾಗಿರುವ ಅಂದರೆ ಜೀವಿಸಿರುವ ಕವಿಯ ಕಾವ್ಯ, ಕುಲಸ್ತ್ರೀಯ ರೂಪ ಮತ್ತು ಗೃಹವೈದ್ಯರ ವಿದ್ಯೆ- ಇವುಗಳನ್ನು ರುಚಿಸುವುದಾದರೆ ವಿರಳವಾಗಿ ಯಾರೋ ಒಬ್ಬನಿಗೆ ಮಾತ್ರವೇ ಸಾಧ್ಯ: [47, 94, 329, 151]
show-time: ಇಂದು ಬೆಳಿಗ್ಗೆ ೫-೩೦ಕ್ಕೆ: [464, 918, 559, 934]
tv-listing-item: [433, 684, 591, 759]
film-or-channel-title: ಯಜಮಾನ: [481, 825, 542, 845]
film-or-channel-title: ಮಾದ ಮತ್ತು ಮಾನಸಿ: [454, 1400, 569, 1420]
main-article-dateline: ಮಾಲೂರು ಆ ೨೧: [649, 130, 726, 144]
akashvani-title: ಆಕಾಶವಾಣಿ: [1272, 52, 1484, 94]
apmc-commodity: ಟೊಮಾಟೋ: [1272, 1113, 1339, 1131]
